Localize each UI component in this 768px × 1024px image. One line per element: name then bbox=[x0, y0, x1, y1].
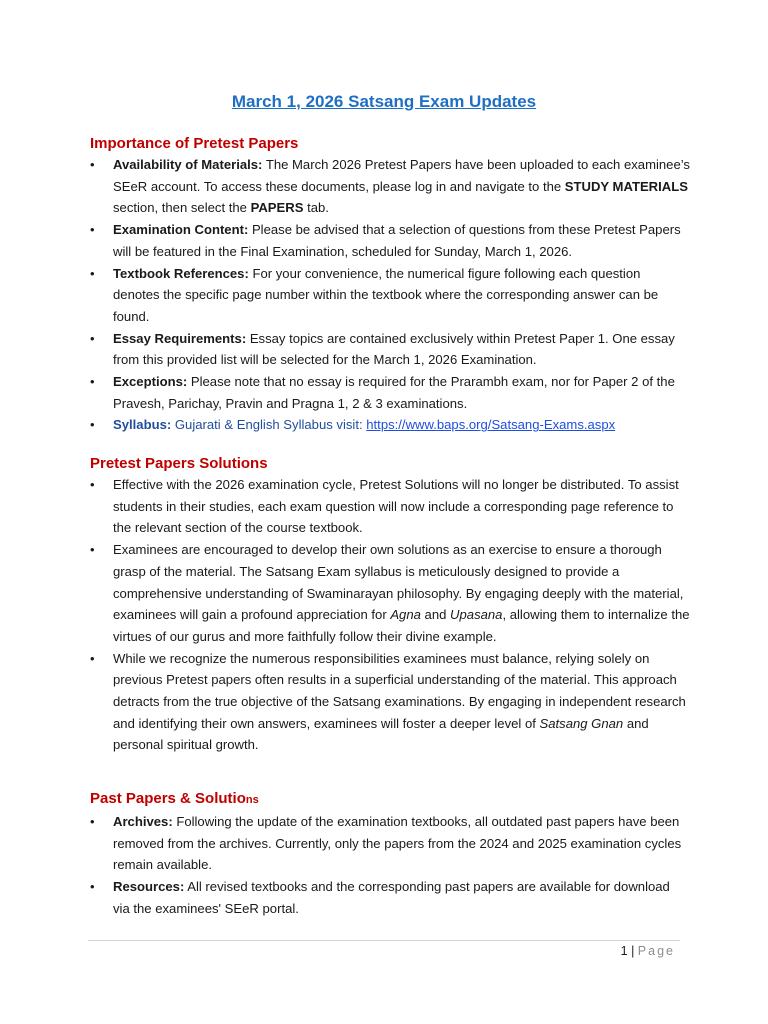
item-text: Please note that no essay is required for the Prarambh exam, nor for Paper 2 of the Pravesh, Parichay, Pravin and Pragna 1, 2 & 3 examinations. bbox=[113, 374, 675, 411]
item-text: Following the update of the examination textbooks, all outdated past papers have been removed from the archives. Currently, only the papers from the 2024 and 2025 examination cycles remain available. bbox=[113, 814, 682, 873]
item-bold-text: PAPERS bbox=[250, 200, 304, 216]
footer-separator: | bbox=[627, 944, 638, 958]
item-label: Availability of Materials: bbox=[113, 157, 263, 172]
item-bold-text: STUDY MATERIALS bbox=[564, 178, 688, 194]
list-item bbox=[90, 648, 690, 757]
item-text: and personal spiritual growth. bbox=[113, 715, 649, 753]
item-italic-text: Upasana bbox=[450, 607, 503, 623]
item-italic-text: Satsang Gnan bbox=[539, 715, 624, 731]
list-item bbox=[90, 811, 690, 876]
list-item bbox=[90, 219, 690, 262]
item-text: and bbox=[420, 607, 451, 623]
list-item-syllabus bbox=[90, 414, 690, 436]
item-text: The March 2026 Pretest Papers have been uploaded to each examinee’s SEeR account. To access these documents, please log in and navigate to the bbox=[113, 157, 690, 194]
heading-text: Past Papers & Solutio bbox=[90, 790, 246, 807]
page-label: Page bbox=[637, 944, 675, 958]
item-label: Essay Requirements: bbox=[113, 330, 247, 346]
item-label: Examination Content: bbox=[113, 222, 249, 238]
item-text: section, then select the bbox=[113, 200, 251, 216]
item-text: For your convenience, the numerical figure following each question denotes the specific page number within the textbook where the corresponding answer can be found. bbox=[113, 265, 659, 324]
heading-text-tail: ns bbox=[245, 794, 259, 806]
syllabus-link[interactable]: https://www.baps.org/Satsang-Exams.aspx bbox=[366, 417, 616, 433]
page-footer bbox=[621, 944, 675, 958]
item-label: Textbook References: bbox=[113, 265, 249, 281]
section-heading-past-papers bbox=[90, 790, 259, 807]
pretest-importance-list bbox=[90, 154, 690, 436]
footer-divider bbox=[88, 940, 680, 941]
list-item bbox=[90, 876, 690, 919]
item-label: Exceptions: bbox=[113, 374, 188, 390]
item-text: While we recognize the numerous responsibilities examinees must balance, relying solely on previous Pretest papers often results in a superficial understanding of the material. This approach detracts from the true objective of the Satsang examinations. By engaging in independent research and identifying their own answers, examinees will foster a deeper level of bbox=[113, 650, 686, 731]
list-item bbox=[90, 328, 690, 371]
list-item bbox=[90, 263, 690, 328]
item-text: Gujarati & English Syllabus visit: bbox=[171, 417, 367, 433]
item-text: Essay topics are contained exclusively within Pretest Paper 1. One essay from this provided list will be selected for the March 1, 2026 Examination. bbox=[113, 330, 675, 368]
list-item bbox=[90, 474, 690, 539]
list-item bbox=[90, 154, 690, 219]
item-italic-text: Agna bbox=[390, 607, 421, 623]
page-number: 1 bbox=[620, 944, 628, 958]
list-item bbox=[90, 371, 690, 414]
item-text: tab. bbox=[303, 200, 329, 216]
section-heading-pretest-importance: Importance of Pretest Papers bbox=[90, 135, 299, 152]
item-text: Examinees are encouraged to develop their own solutions as an exercise to ensure a thorough grasp of the material. The Satsang Exam syllabus is meticulously designed to provide a comprehensive understanding of Swaminarayan philosophy. By engaging deeply with the material, examinees will gain a profound appreciation for bbox=[113, 542, 684, 623]
page-title: March 1, 2026 Satsang Exam Updates bbox=[231, 92, 537, 111]
item-text: Please be advised that a selection of questions from these Pretest Papers will be featured in the Final Examination, scheduled for Sunday, March 1, 2026. bbox=[113, 222, 681, 259]
item-text: All revised textbooks and the corresponding past papers are available for download via the examinees' SEeR portal. bbox=[113, 879, 670, 916]
item-label: Archives: bbox=[113, 814, 173, 829]
section-heading-pretest-solutions: Pretest Papers Solutions bbox=[90, 455, 268, 472]
item-text: , allowing them to internalize the virtues of our gurus and more faithfully follow their divine example. bbox=[113, 607, 690, 644]
list-item bbox=[90, 539, 690, 648]
item-label: Resources: bbox=[113, 879, 185, 895]
past-papers-list bbox=[90, 811, 690, 920]
pretest-solutions-list bbox=[90, 474, 690, 756]
item-label: Syllabus: bbox=[113, 417, 172, 433]
item-text: Effective with the 2026 examination cycle, Pretest Solutions will no longer be distributed. To assist students in their studies, each exam question will now include a corresponding page reference to the relevant section of the course textbook. bbox=[113, 477, 679, 536]
